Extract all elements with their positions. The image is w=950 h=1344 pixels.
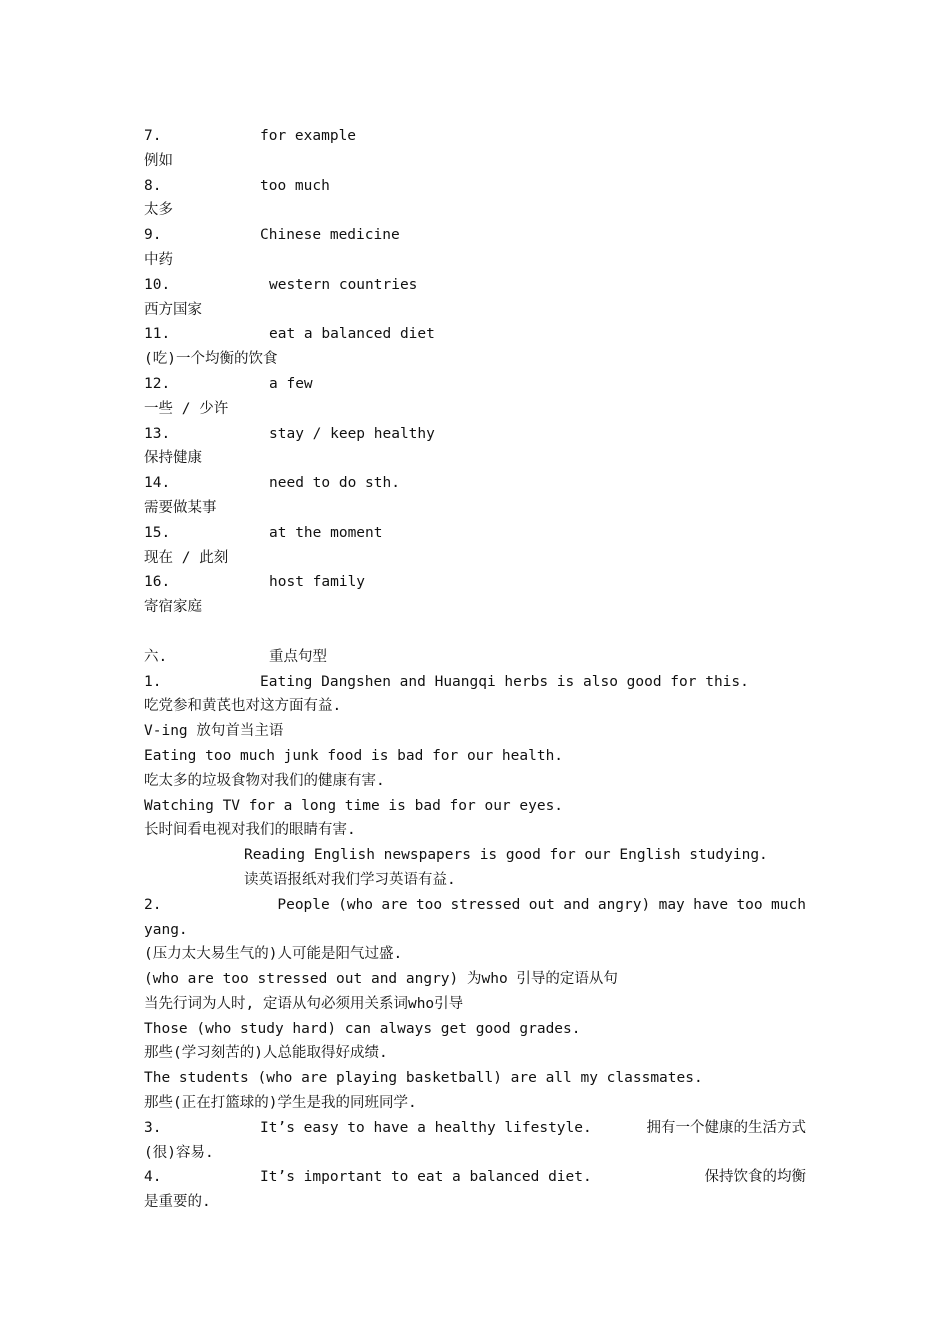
vocab-english: for example bbox=[260, 128, 357, 144]
grammar-note: V-ing 放句首当主语 bbox=[144, 723, 284, 740]
vocab-chinese: 例如 bbox=[144, 152, 173, 169]
example-english: Reading English newspapers is good for our English studying. bbox=[244, 847, 768, 864]
section-heading: 六. 重点句型 bbox=[144, 648, 327, 665]
section-title: 重点句型 bbox=[269, 648, 327, 665]
vocab-item: 7. for example bbox=[144, 128, 357, 144]
spacer bbox=[144, 620, 806, 645]
example-chinese: 吃太多的垃圾食物对我们的健康有害. bbox=[144, 772, 385, 789]
grammar-note: (who are too stressed out and angry) 为who 引导的定语从句 bbox=[144, 971, 618, 988]
sentence-1: 1. Eating Dangshen and Huangqi herbs is also good for this. bbox=[144, 673, 749, 690]
vocab-chinese: 寄宿家庭 bbox=[144, 599, 202, 616]
sentence-chinese: (压力太大易生气的)人可能是阳气过盛. bbox=[144, 946, 403, 963]
sentence-english: It’s easy to have a healthy lifestyle. bbox=[260, 1119, 592, 1136]
sentence-chinese-continuation: 是重要的. bbox=[144, 1194, 211, 1211]
vocab-item: 13. stay / keep healthy bbox=[144, 425, 435, 442]
sentence-4: 4. It’s important to eat a balanced diet. 保持饮食的均衡 bbox=[144, 1165, 806, 1190]
vocab-english: eat a balanced diet bbox=[269, 326, 435, 343]
vocab-chinese: 保持健康 bbox=[144, 450, 202, 467]
example-english: Watching TV for a long time is bad for our eyes. bbox=[144, 797, 564, 814]
vocab-item: 14. need to do sth. bbox=[144, 475, 400, 492]
sentence-continuation: yang. bbox=[144, 921, 188, 938]
example-english: Those (who study hard) can always get good grades. bbox=[144, 1020, 581, 1037]
vocab-item: 9. Chinese medicine bbox=[144, 227, 400, 244]
vocab-english: too much bbox=[260, 177, 330, 194]
vocab-item: 15. at the moment bbox=[144, 524, 383, 541]
vocab-english: at the moment bbox=[269, 524, 383, 541]
vocab-english: Chinese medicine bbox=[260, 227, 400, 244]
vocab-english: stay / keep healthy bbox=[269, 425, 435, 442]
sentence-chinese: 拥有一个健康的生活方式 bbox=[646, 1119, 806, 1136]
vocab-list bbox=[144, 124, 806, 620]
vocab-item: 10. western countries bbox=[144, 276, 418, 293]
vocab-item: 16. host family bbox=[144, 574, 366, 591]
sentence-3: 3. It’s easy to have a healthy lifestyle. 拥有一个健康的生活方式 bbox=[144, 1116, 806, 1141]
sentence-chinese-continuation: (很)容易. bbox=[144, 1144, 214, 1161]
sentence-english: Eating Dangshen and Huangqi herbs is also good for this. bbox=[260, 673, 749, 690]
vocab-english: host family bbox=[269, 574, 366, 591]
vocab-chinese: (吃)一个均衡的饮食 bbox=[144, 351, 278, 368]
sentence-chinese: 吃党参和黄芪也对这方面有益. bbox=[144, 698, 342, 715]
example-english: Eating too much junk food is bad for our health. bbox=[144, 747, 564, 764]
vocab-english: western countries bbox=[269, 276, 418, 293]
vocab-chinese: 一些 / 少许 bbox=[144, 400, 229, 417]
grammar-note: 当先行词为人时, 定语从句必须用关系词who引导 bbox=[144, 995, 464, 1012]
sentence-english: It’s important to eat a balanced diet. bbox=[260, 1169, 592, 1186]
example-english: The students (who are playing basketball) are all my classmates. bbox=[144, 1070, 703, 1087]
vocab-chinese: 需要做某事 bbox=[144, 499, 217, 516]
vocab-chinese: 中药 bbox=[144, 251, 173, 268]
vocab-item: 8. too much bbox=[144, 177, 330, 194]
vocab-english: need to do sth. bbox=[269, 475, 400, 492]
vocab-english: a few bbox=[269, 375, 313, 392]
example-chinese: 读英语报纸对我们学习英语有益. bbox=[244, 871, 456, 888]
example-chinese: 那些(学习刻苦的)人总能取得好成绩. bbox=[144, 1045, 388, 1062]
vocab-chinese: 西方国家 bbox=[144, 301, 202, 318]
sentence-chinese: 保持饮食的均衡 bbox=[704, 1169, 806, 1186]
vocab-chinese: 太多 bbox=[144, 202, 173, 219]
vocab-chinese: 现在 / 此刻 bbox=[144, 549, 229, 566]
example-chinese: 那些(正在打篮球的)学生是我的同班同学. bbox=[144, 1095, 417, 1112]
vocab-item: 11. eat a balanced diet bbox=[144, 326, 435, 343]
example-chinese: 长时间看电视对我们的眼睛有害. bbox=[144, 822, 356, 839]
vocab-item: 12. a few bbox=[144, 375, 313, 392]
sentence-2: 2. People (who are too stressed out and angry) may have too much bbox=[144, 896, 806, 913]
document-body bbox=[144, 124, 806, 1215]
